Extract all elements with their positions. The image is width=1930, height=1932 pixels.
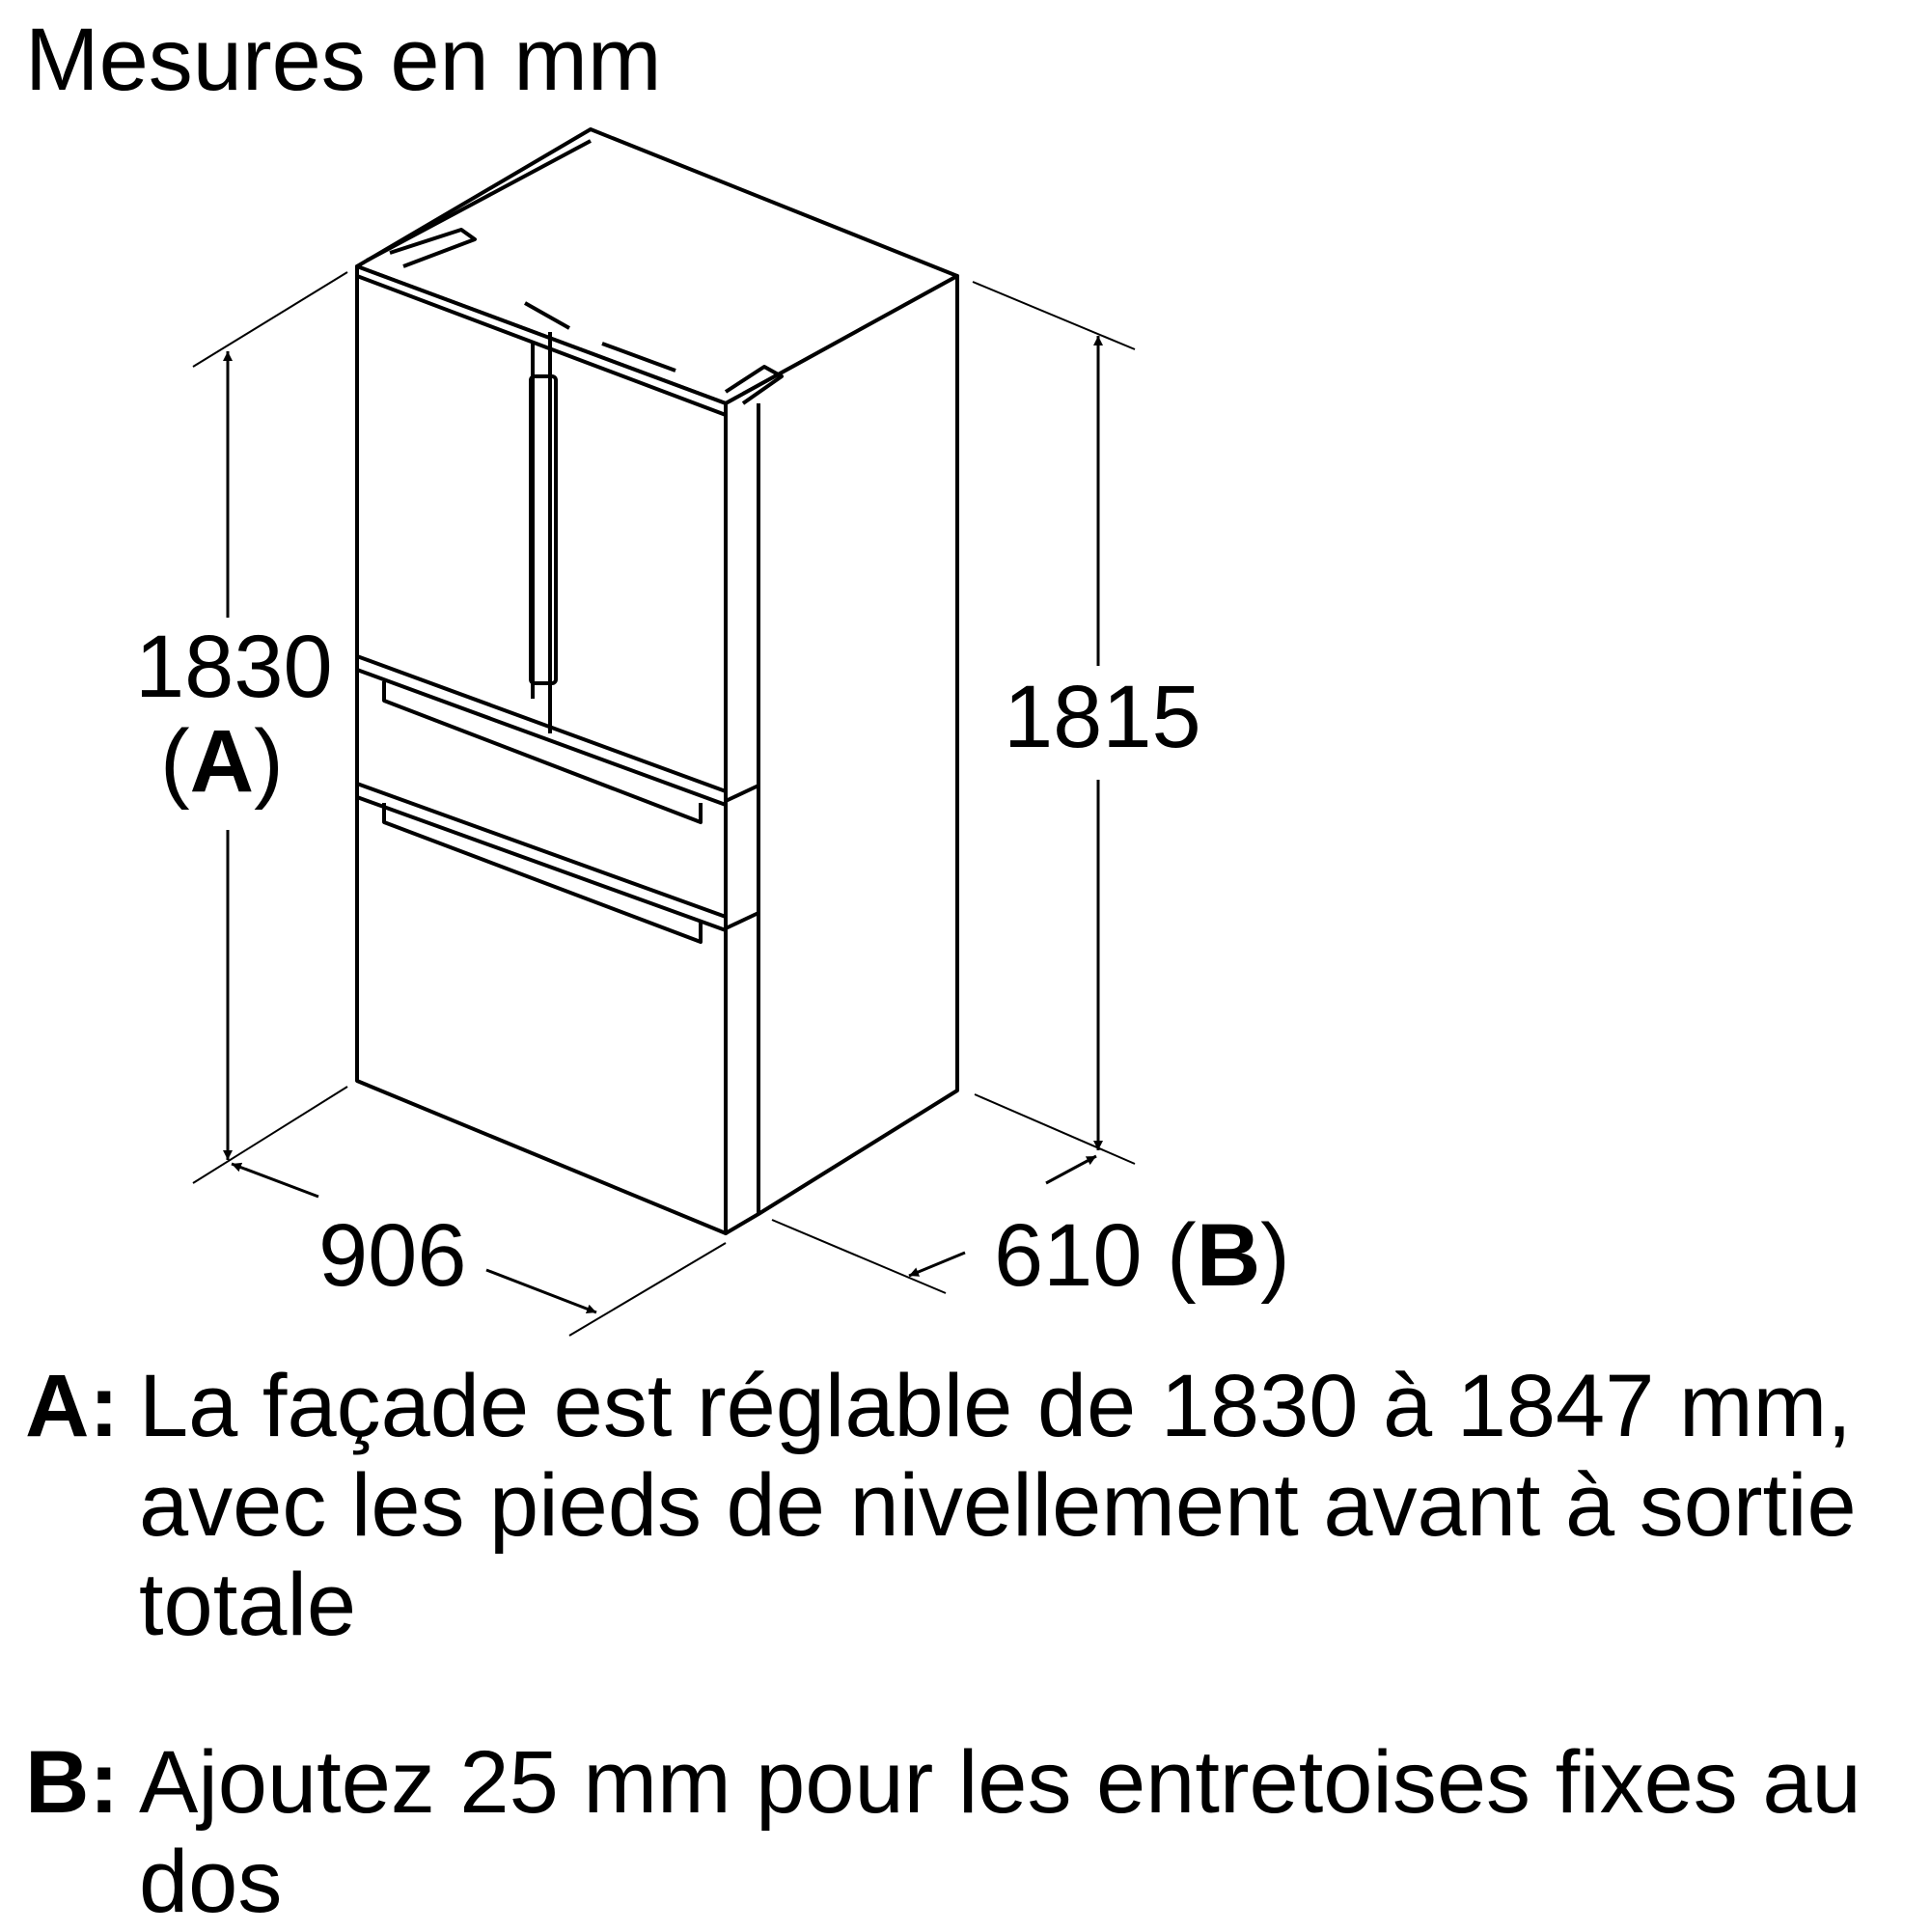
note-b-key: B: [25,1733,120,1832]
height-side-label: 1815 [1004,668,1201,766]
width-label: 906 [318,1206,467,1305]
note-a-text: La façade est réglable de 1830 à 1847 mm, avec les pieds de nivellement avant à sortie totale [139,1357,1857,1655]
fridge-front [357,266,726,1233]
depth-label: 610 (B) [994,1206,1290,1305]
width-dimension-right [486,1270,596,1312]
note-a-key: A: [25,1357,120,1455]
height-a-tag-label: (A) [160,712,284,811]
height-a-label: 1830 [135,618,333,716]
page-title: Mesures en mm [25,11,662,109]
depth-dimension-front [909,1253,965,1276]
fridge-body [357,129,957,1233]
width-dimension-left [232,1164,318,1197]
note-b-text: Ajoutez 25 mm pour les entretoises fixes au dos [139,1733,1861,1932]
depth-dimension-back [1046,1156,1096,1183]
